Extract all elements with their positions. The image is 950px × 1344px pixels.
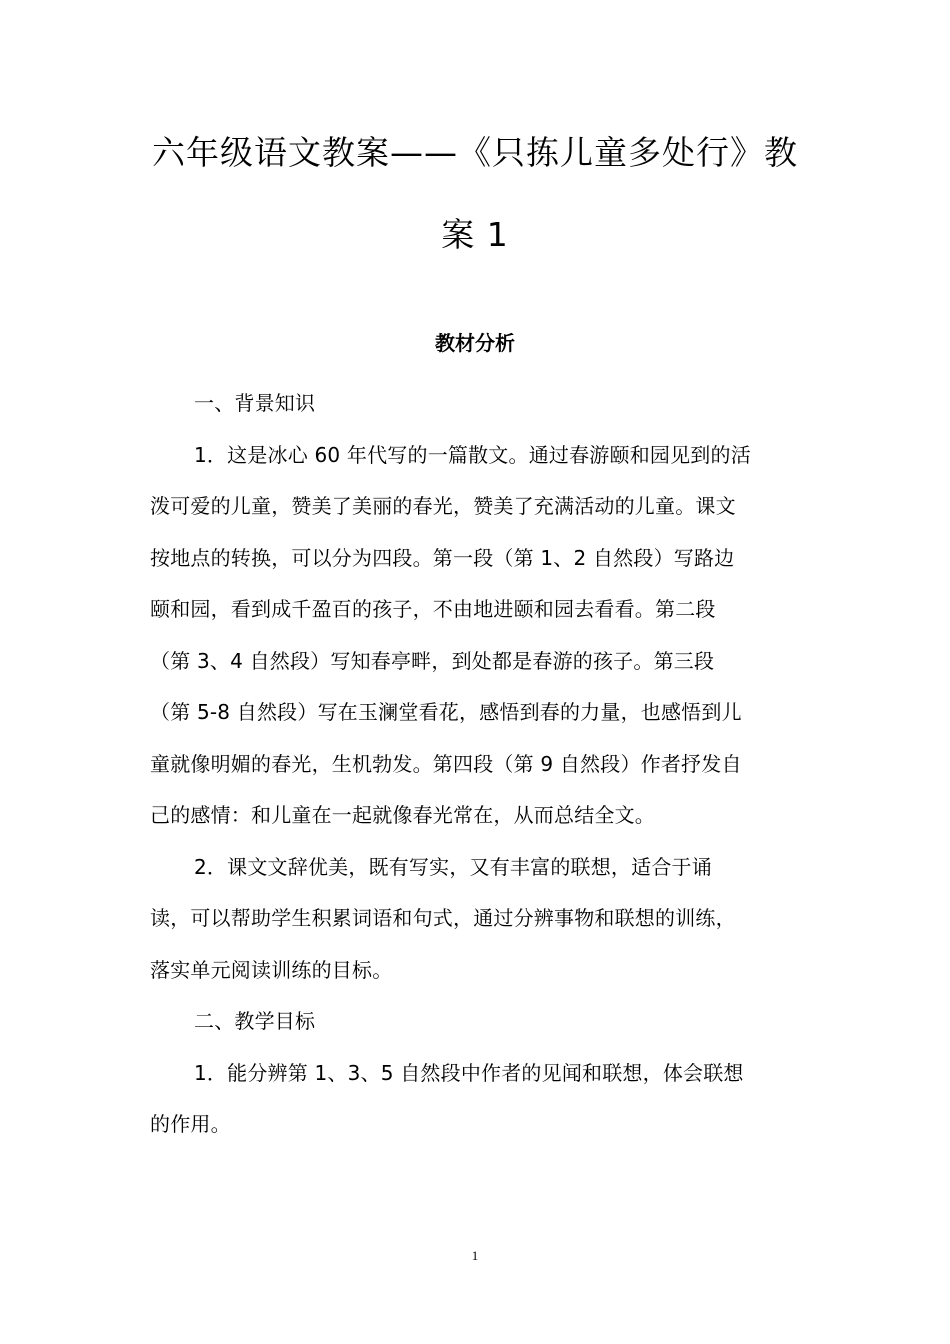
paragraph-line: 读，可以帮助学生积累词语和句式，通过分辨事物和联想的训练， [150, 906, 736, 930]
heading-teaching-goals: 二、教学目标 [194, 1009, 316, 1033]
section-heading: 教材分析 [435, 331, 515, 355]
paragraph-line: 1．能分辨第 1、3、5 自然段中作者的见闻和联想，体会联想 [194, 1060, 744, 1085]
paragraph-line: 的作用。 [150, 1112, 231, 1136]
paragraph-line: （第 3、4 自然段）写知春亭畔，到处都是春游的孩子。第三段 [150, 648, 715, 673]
page-number: 1 [471, 1248, 479, 1263]
paragraph-line: 1．这是冰心 60 年代写的一篇散文。通过春游颐和园见到的活 [194, 442, 751, 467]
paragraph-line: 2．课文文辞优美，既有写实，又有丰富的联想，适合于诵 [194, 854, 712, 879]
paragraph-line: 己的感情：和儿童在一起就像春光常在，从而总结全文。 [150, 803, 655, 827]
paragraph-line: 泼可爱的儿童，赞美了美丽的春光，赞美了充满活动的儿童。课文 [150, 494, 736, 518]
paragraph-line: 童就像明媚的春光，生机勃发。第四段（第 9 自然段）作者抒发自 [150, 751, 742, 776]
paragraph-line: 颐和园，看到成千盈百的孩子，不由地进颐和园去看看。第二段 [150, 597, 716, 621]
paragraph-line: 按地点的转换，可以分为四段。第一段（第 1、2 自然段）写路边 [150, 545, 735, 570]
paragraph-line: （第 5-8 自然段）写在玉澜堂看花，感悟到春的力量，也感悟到儿 [150, 700, 742, 724]
heading-background-knowledge: 一、背景知识 [194, 391, 316, 415]
title-line-1: 六年级语文教案——《只拣儿童多处行》教 [152, 133, 798, 172]
document-title [150, 112, 800, 276]
title-line-2: 案 1 [441, 215, 509, 254]
paragraph-line: 落实单元阅读训练的目标。 [150, 957, 393, 982]
document-body [150, 378, 800, 1151]
